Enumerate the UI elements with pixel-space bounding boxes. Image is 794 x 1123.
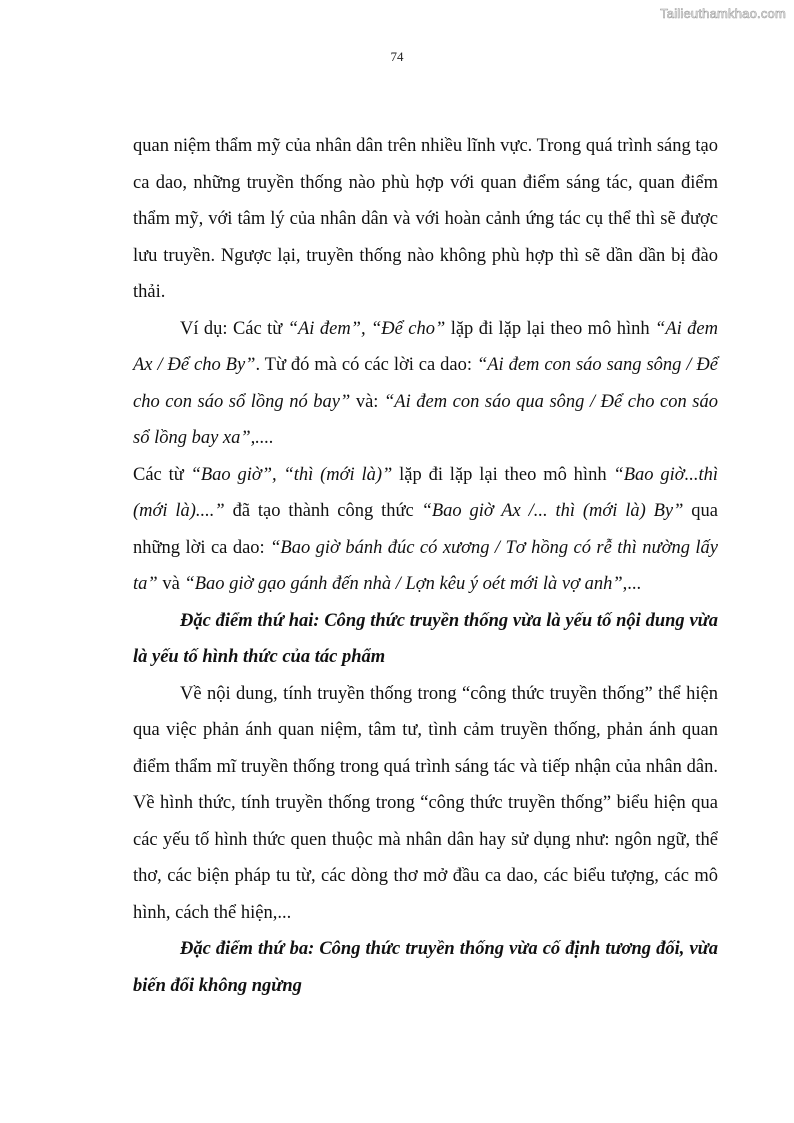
text: và <box>157 574 185 594</box>
watermark: Tailieuthamkhao.com <box>660 6 786 21</box>
paragraph-example-2 <box>133 457 718 603</box>
heading-feature-two: Đặc điểm thứ hai: Công thức truyền thống vừa là yếu tố nội dung vừa là yếu tố hình thức của tác phẩm <box>133 610 718 667</box>
italic-quote: “Ai đem Ax / Để cho By” <box>133 318 718 375</box>
page-number: 74 <box>390 49 404 64</box>
text: Ví dụ: Các từ <box>180 318 288 339</box>
italic-quote: “Bao giờ...thì (mới là)....” <box>133 464 718 521</box>
text: ,... <box>622 574 642 594</box>
document-body <box>133 128 718 1004</box>
heading-feature-three: Đặc điểm thứ ba: Công thức truyền thống vừa cố định tương đối, vừa biến đổi không ngừng <box>133 939 718 996</box>
text: lặp đi lặp lại theo mô hình <box>392 464 614 485</box>
text: Các từ <box>133 464 191 485</box>
italic-quote: “Bao giờ”, “thì (mới là)” <box>190 464 393 485</box>
italic-quote: “Ai đem con sáo qua sông / Để cho con sáo sổ lồng bay xa”,.... <box>133 391 719 448</box>
text: . Từ đó mà có các lời ca dao: <box>255 355 477 375</box>
text: lặp đi lặp lại theo mô hình <box>445 318 656 339</box>
italic-quote: “Bao giờ Ax /... thì (mới là) By” <box>421 501 684 521</box>
text: qua những lời ca dao: <box>133 501 718 558</box>
italic-quote: “Bao giờ gạo gánh đến nhà / Lợn kêu ý oét mới là vợ anh” <box>184 574 623 594</box>
text: và: <box>350 391 384 412</box>
text: đã tạo thành công thức <box>224 501 422 521</box>
paragraph-1: quan niệm thẩm mỹ của nhân dân trên nhiều lĩnh vực. Trong quá trình sáng tạo ca dao, những truyền thống nào phù hợp với quan điểm sáng tác, quan điểm thẩm mỹ, với tâm lý của nhân dân và với hoàn cảnh ứng tác cụ thể thì sẽ được lưu truyền. Ngược lại, truyền thống nào không phù hợp thì sẽ dần dần bị đào thải. <box>133 136 718 302</box>
paragraph-content-form: Về nội dung, tính truyền thống trong “công thức truyền thống” thể hiện qua việc phản ánh quan niệm, tâm tư, tình cảm truyền thống, phản ánh quan điểm thẩm mĩ truyền thống trong quá trình sáng tác và tiếp nhận của nhân dân. Về hình thức, tính truyền thống trong “công thức truyền thống” biểu hiện qua các yếu tố hình thức quen thuộc mà nhân dân hay sử dụng như: ngôn ngữ, thể thơ, các biện pháp tu từ, các dòng thơ mở đầu ca dao, các biểu tượng, các mô hình, cách thể hiện,... <box>133 683 718 923</box>
italic-quote: “Ai đem”, “Để cho” <box>287 318 446 339</box>
italic-quote: “Bao giờ bánh đúc có xương / Tơ hồng có rễ thì nường lấy ta” <box>133 537 718 594</box>
paragraph-example-1 <box>133 311 718 457</box>
italic-quote: “Ai đem con sáo sang sông / Để cho con sáo sổ lồng nó bay” <box>133 355 718 412</box>
